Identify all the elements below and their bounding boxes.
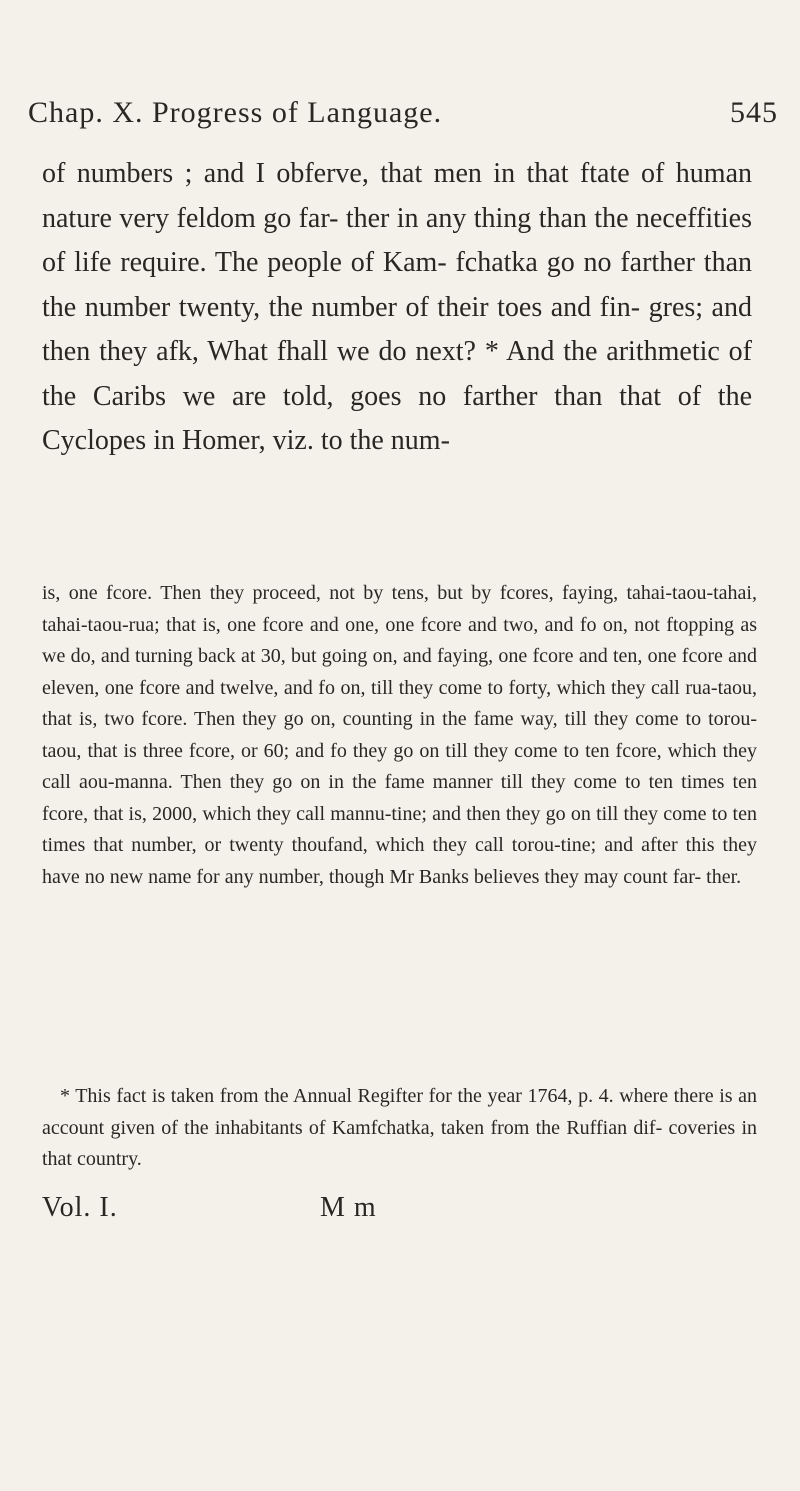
quoted-passage [42, 578, 757, 893]
quoted-paragraph: is, one fcore. Then they proceed, not by tens, but by fcores, faying, tahai-taou-tahai, tahai-taou-rua; that is, one fcore and one, one fcore and two, and fo on, not ftopping as we do, and turning back at 30, but going on, and faying, one fcore and ten, one fcore and eleven, one fcore and twelve, and fo on, till they come to forty, which they call rua-taou, that is, two fcore. Then they go on, counting in the fame way, till they come to torou-taou, that is three fcore, or 60; and fo they go on till they come to ten fcore, which they call aou-manna. Then they go on in the fame manner till they come to ten times ten fcore, that is, 2000, which they call mannu-tine; and then they go on till they come to ten times that number, or twenty thoufand, which they call torou-tine; and after this they have no new name for any number, though Mr Banks believes they may count far- ther. [42, 582, 757, 888]
footnote [42, 1081, 757, 1176]
footnote-paragraph: * This fact is taken from the Annual Regifter for the year 1764, p. 4. where there is an account given of the inhabitants of Kamfchatka, taken from the Ruffian dif- coveries in that country. [42, 1085, 757, 1170]
main-text [42, 152, 752, 464]
main-paragraph: of numbers ; and I obferve, that men in that ftate of human nature very feldom go far- ther in any thing than the neceffities of life require. The people of Kam- fchatka go no farther than the number twenty, the number of their toes and fin- gres; and then they afk, What fhall we do next? * And the arithmetic of the Caribs we are told, goes no farther than that of the Cyclopes in Homer, viz. to the num- [42, 158, 752, 456]
volume-mark: Vol. I. [42, 1192, 118, 1223]
running-head: Chap. X. Progress of Language. [28, 96, 443, 129]
signature-mark: M m [320, 1192, 377, 1223]
page-number: 545 [730, 96, 778, 129]
page-header [28, 96, 778, 130]
